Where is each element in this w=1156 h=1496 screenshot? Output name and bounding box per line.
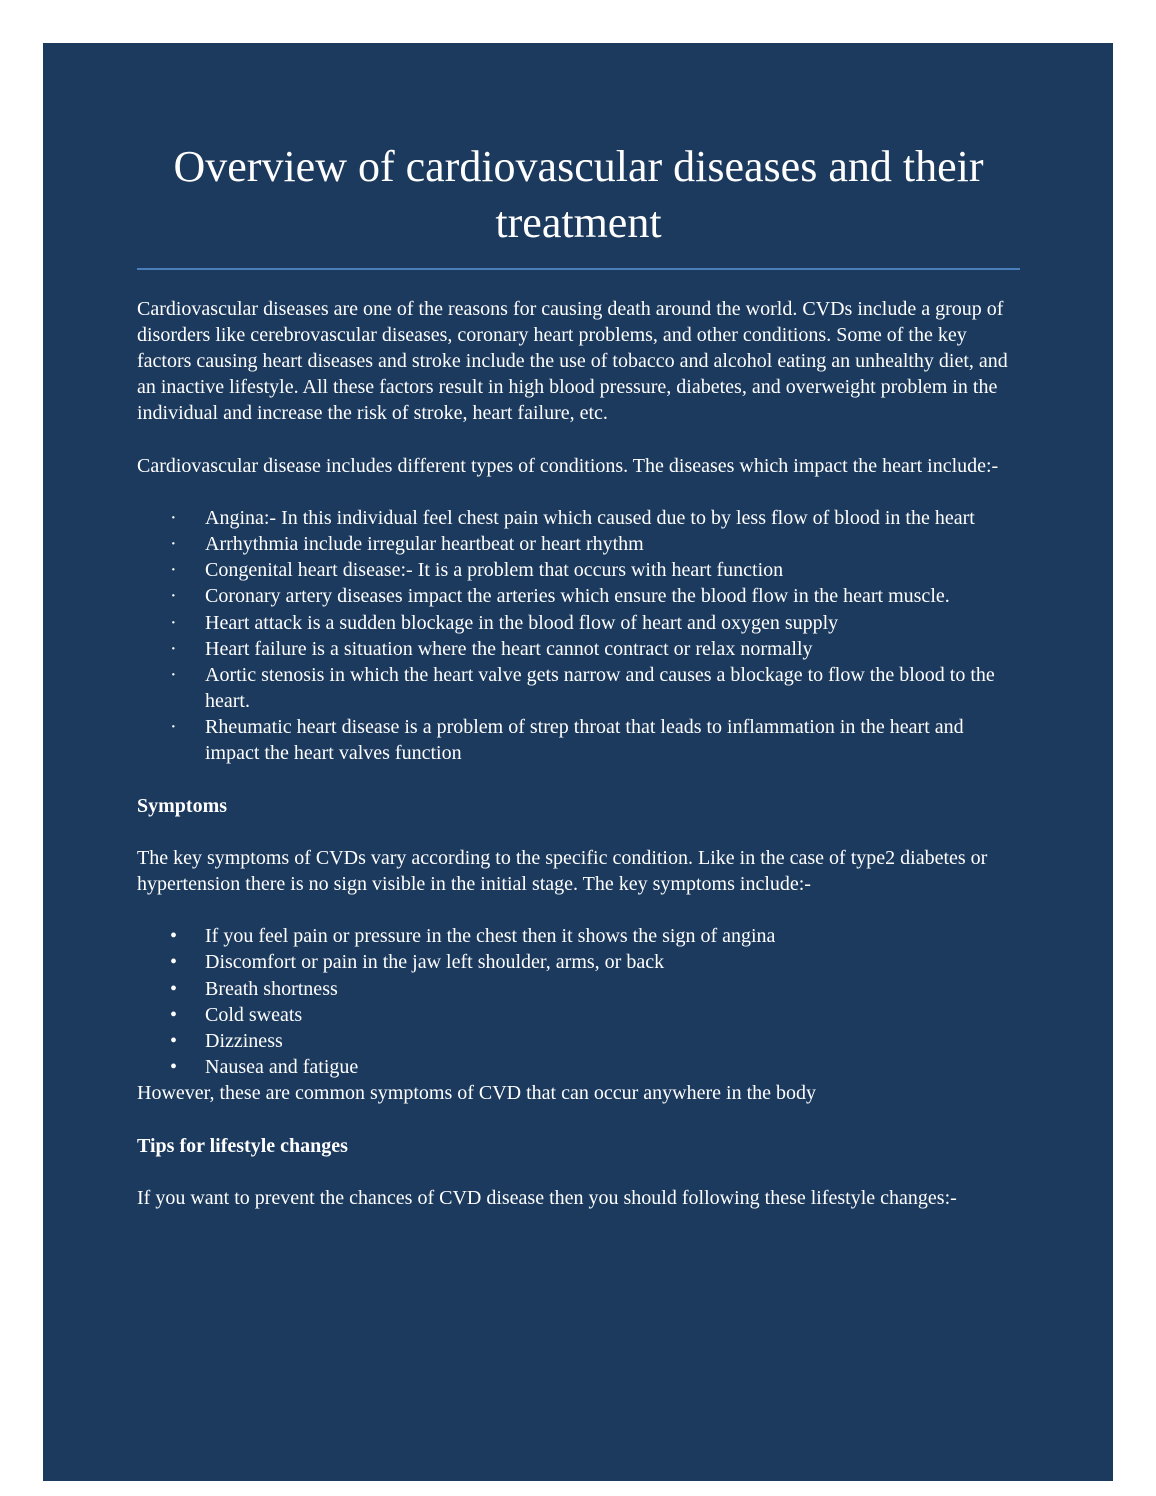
list-item-text: Coronary artery diseases impact the arteries which ensure the blood flow in the heart muscle. (205, 585, 950, 608)
bullet-marker: • (170, 951, 178, 974)
bullet-marker: · (170, 611, 177, 634)
bullet-marker: · (170, 585, 177, 608)
paragraph-tips-intro: If you want to prevent the chances of CVD disease then you should following these lifestyle changes:- (137, 1186, 957, 1209)
symptoms-list (137, 923, 1020, 1080)
list-item (137, 1028, 1020, 1054)
list-item (137, 636, 1020, 662)
document-page (43, 43, 1113, 1481)
list-item (137, 714, 1020, 766)
bullet-marker: • (170, 1056, 178, 1079)
paragraph-symptoms-intro: The key symptoms of CVDs vary according to the specific condition. Like in the case of type2 diabetes or hypertension there is no sign visible in the initial stage. The key symptoms include:- (137, 846, 988, 895)
list-item (137, 976, 1020, 1002)
paragraph-intro: Cardiovascular diseases are one of the reasons for causing death around the world. CVDs include a group of disorders like cerebrovascular diseases, coronary heart problems, and other conditions. Some of the key factors causing heart diseases and stroke include the use of tobacco and alcohol eating an unhealthy diet, and an inactive lifestyle. All these factors result in high blood pressure, diabetes, and overweight problem in the individual and increase the risk of stroke, heart failure, etc. (137, 297, 1008, 425)
bullet-marker: • (170, 977, 178, 1000)
list-item (137, 662, 1020, 714)
list-item (137, 923, 1020, 949)
list-item-text: Arrhythmia include irregular heartbeat or heart rhythm (205, 532, 644, 555)
paragraph-conditions-intro: Cardiovascular disease includes different types of conditions. The diseases which impact the heart include:- (137, 454, 999, 477)
list-item-text: Aortic stenosis in which the heart valve gets narrow and causes a blockage to flow the blood to the heart. (205, 663, 995, 713)
list-item-text: If you feel pain or pressure in the chest then it shows the sign of angina (205, 925, 776, 948)
heading-tips: Tips for lifestyle changes (137, 1134, 348, 1157)
list-item-text: Cold sweats (205, 1003, 303, 1026)
list-item-text: Dizziness (205, 1029, 283, 1052)
list-item (137, 531, 1020, 557)
list-item (137, 949, 1020, 975)
list-item-text: Heart attack is a sudden blockage in the blood flow of heart and oxygen supply (205, 611, 839, 634)
bullet-marker: • (170, 1003, 178, 1026)
list-item-text: Rheumatic heart disease is a problem of strep throat that leads to inflammation in the heart and impact the heart valves function (205, 716, 964, 765)
title-divider (137, 268, 1020, 270)
conditions-list (137, 505, 1020, 767)
bullet-marker: · (170, 559, 177, 582)
bullet-marker: · (170, 663, 177, 686)
list-item-text: Angina:- In this individual feel chest pain which caused due to by less flow of blood in the heart (205, 506, 975, 529)
paragraph-symptoms-note: However, these are common symptoms of CVD that can occur anywhere in the body (137, 1082, 817, 1105)
heading-symptoms: Symptoms (137, 794, 228, 817)
list-item-text: Congenital heart disease:- It is a problem that occurs with heart function (205, 559, 784, 582)
list-item (137, 1054, 1020, 1080)
list-item (137, 610, 1020, 636)
bullet-marker: • (170, 925, 178, 948)
list-item-text: Discomfort or pain in the jaw left shoulder, arms, or back (205, 951, 665, 974)
bullet-marker: · (170, 637, 177, 660)
bullet-marker: · (170, 532, 177, 555)
bullet-marker: • (170, 1029, 178, 1052)
list-item (137, 583, 1020, 609)
list-item (137, 1002, 1020, 1028)
document-title: Overview of cardiovascular diseases and their treatment (173, 142, 984, 248)
list-item (137, 505, 1020, 531)
bullet-marker: · (170, 506, 177, 529)
list-item (137, 557, 1020, 583)
bullet-marker: · (170, 716, 177, 739)
list-item-text: Breath shortness (205, 977, 338, 1000)
list-item-text: Nausea and fatigue (205, 1056, 359, 1079)
list-item-text: Heart failure is a situation where the heart cannot contract or relax normally (205, 637, 813, 660)
